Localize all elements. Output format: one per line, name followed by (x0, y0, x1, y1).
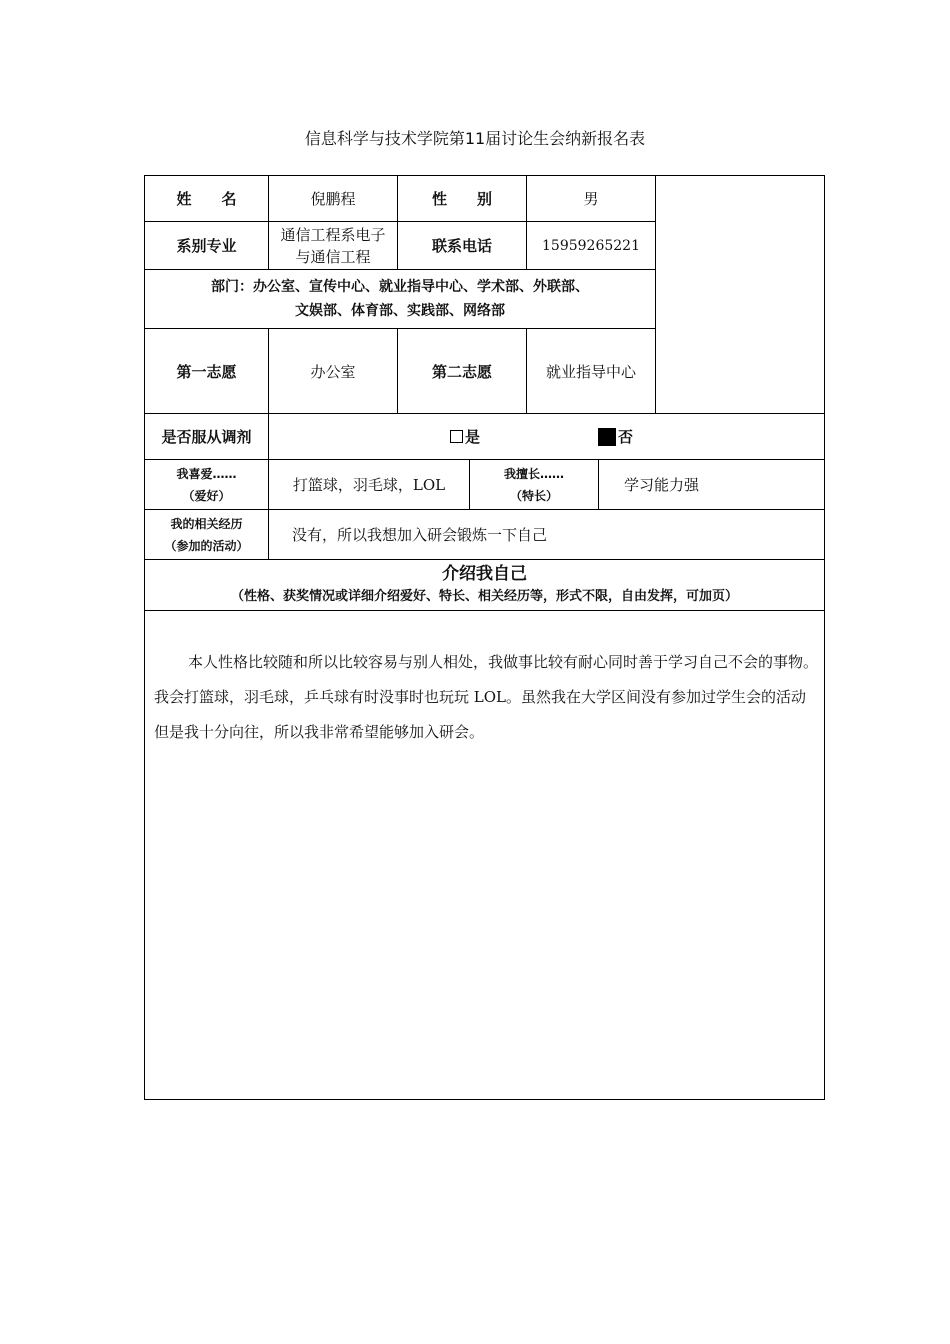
experience-label-line-2: （参加的活动） (164, 538, 249, 553)
form-title: 信息科学与技术学院第11届讨论生会纳新报名表 (304, 129, 646, 148)
departments-line-1: 部门：办公室、宣传中心、就业指导中心、学术部、外联部、 (211, 279, 589, 295)
first-choice-label: 第一志愿 (176, 362, 237, 381)
skill-label-line-2: （特长） (509, 488, 558, 503)
checkbox-checked-icon[interactable] (598, 428, 616, 446)
hobby-value: 打篮球，羽毛球，LOL (292, 476, 446, 494)
major-label: 系别专业 (176, 237, 237, 255)
name-label: 姓 名 (176, 190, 237, 208)
adjust-yes-option[interactable] (450, 414, 510, 459)
adjust-yes-label: 是 (465, 428, 481, 446)
gender-label: 性 别 (431, 190, 492, 208)
intro-subtitle: （性格、获奖情况或详细介绍爱好、特长、相关经历等，形式不限，自由发挥，可加页） (230, 589, 738, 604)
col-divider (268, 413, 269, 459)
skill-label (470, 460, 598, 509)
table-border-bottom (144, 1099, 825, 1100)
intro-text: 本人性格比较随和所以比较容易与别人相处，我做事比较有耐心同时善于学习自己不会的事物。我会打篮球，羽毛球，乒乓球有时没事时也玩玩 LOL。虽然我在大学区间没有参加过学生会的活动但是我十分向往，所以我非常希望能够加入研会。 (154, 653, 819, 741)
first-choice-value: 办公室 (310, 362, 356, 381)
experience-label (145, 510, 268, 559)
table-border-right (824, 175, 825, 1100)
intro-title: 介绍我自己 (442, 564, 527, 584)
hobby-label-line-1: 我喜爱…… (176, 466, 237, 481)
hobby-label-line-2: （爱好） (182, 488, 231, 503)
intro-header (145, 560, 824, 610)
adjust-label: 是否服从调剂 (161, 428, 252, 446)
gender-value: 男 (583, 190, 599, 208)
experience-value: 没有，所以我想加入研会锻炼一下自己 (292, 526, 548, 544)
checkbox-unchecked-icon[interactable] (450, 430, 463, 443)
skill-value: 学习能力强 (624, 476, 700, 494)
departments-list (145, 270, 655, 328)
hobby-label (145, 460, 268, 509)
experience-label-line-1: 我的相关经历 (170, 516, 243, 531)
phone-value: 15959265221 (542, 237, 640, 254)
col-divider (268, 509, 269, 559)
major-value: 通信工程系电子与通信工程 (280, 225, 386, 266)
photo-area-border (655, 175, 656, 413)
name-value: 倪鹏程 (310, 190, 356, 208)
second-choice-value: 就业指导中心 (545, 362, 636, 381)
phone-label: 联系电话 (431, 237, 492, 255)
adjust-no-option[interactable] (598, 414, 658, 459)
skill-label-line-1: 我擅长…… (503, 466, 564, 481)
adjust-no-label: 否 (618, 428, 634, 446)
departments-line-2: 文娱部、体育部、实践部、网络部 (295, 303, 505, 319)
second-choice-label: 第二志愿 (431, 362, 492, 381)
row-divider (144, 610, 825, 611)
